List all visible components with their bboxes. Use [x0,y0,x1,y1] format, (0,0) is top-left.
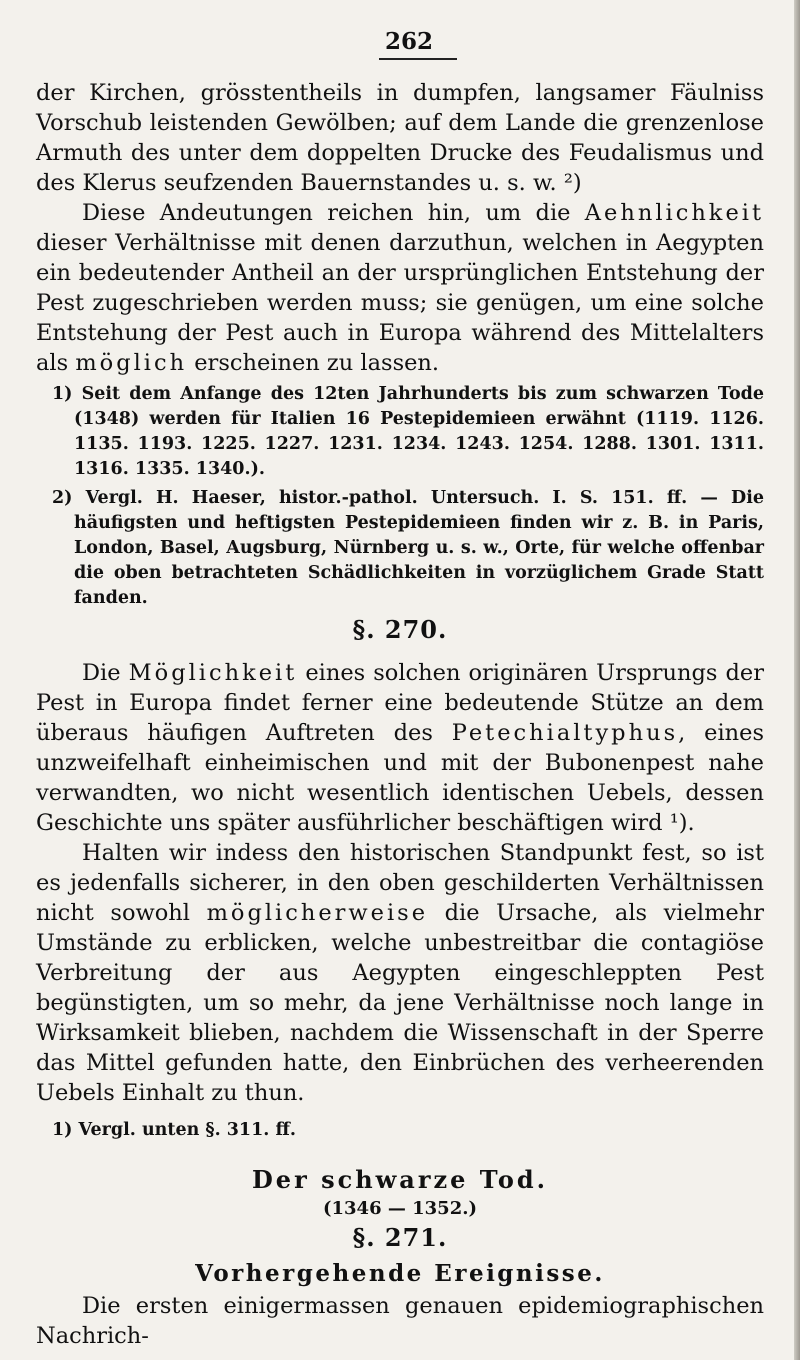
page-edge-shadow [794,0,800,1360]
footnote-1: 1) Seit dem Anfange des 12ten Jahrhunderts bis zum schwarzen Tode (1348) werden für Italien 16 Pestepidemieen erwähnt (1119. 1126. 1135. 1193. 1225. 1227. 1231. 1234. 1243. 1254. 1288. 1301. 1311. 1316. 1335. 1340.). [52,384,764,479]
section-number-271: §. 271. [352,1223,448,1252]
text-run: erscheinen zu lassen. [187,350,440,376]
emphasis-moeglich: möglich [75,350,188,376]
paragraph-petechialtyphus [36,658,764,838]
page-number: 262 [384,28,433,55]
footnotes-block [36,382,764,611]
emphasis-moeglichkeit: Möglichkeit [128,660,298,686]
emphasis-petechialtyphus: Petechialtyphus [451,720,679,746]
text-run: , eines unzweifelhaft einheimischen und mit der Bubonenpest nahe verwandten, wo nicht wesentlich identischen Uebels, dessen Geschichte uns später ausführlicher beschäftigen wird ¹). [36,720,764,836]
paragraph-final: Die ersten einigermassen genauen epidemiographischen Nachrich- [36,1293,764,1349]
text-run: die Ursache, als vielmehr Umstände zu erblicken, welche unbestreitbar die contagiöse Verbreitung der aus Aegypten eingeschleppten Pest begünstigten, um so mehr, da jene Verhältnisse noch lange in Wirksamkeit blieben, nachdem die Wissenschaft in der Sperre das Mittel gefunden hatte, den Einbrüchen des verheerenden Uebels Einhalt zu thun. [36,900,764,1106]
page-number-rule [379,58,457,60]
paragraph-standpunkt [36,838,764,1108]
footnote-2: 2) Vergl. H. Haeser, histor.-pathol. Untersuch. I. S. 151. ff. — Die häufigsten und heftigsten Pestepidemieen finden wir z. B. in Paris, London, Basel, Augsburg, Nürnberg u. s. w., Orte, für welche offenbar die oben betrachteten Schädlichkeiten in vorzüglichem Grade Statt fanden. [52,488,764,608]
paragraph-aehnlichkeit [36,198,764,378]
text-run: Halten wir indess den historischen Standpunkt fest, so ist es jedenfalls sicherer, in den oben geschilderten Verhältnissen nicht sowohl [36,840,764,926]
chapter-heading: Der schwarze Tod. [251,1165,548,1194]
section-number-270: §. 270. [352,615,448,644]
footnote-section-270: 1) Vergl. unten §. 311. ff. [52,1120,296,1140]
emphasis-moeglicherweise: möglicherweise [206,900,429,926]
paragraph-continuation: der Kirchen, grösstentheils in dumpfen, langsamer Fäulniss Vorschub leistenden Gewölben; auf dem Lande die grenzenlose Armuth des unter dem doppelten Drucke des Feudalismus und des Klerus seufzenden Bauernstandes u. s. w. ²) [36,80,764,196]
emphasis-aehnlichkeit: Aehnlichkeit [584,200,764,226]
text-run: Diese Andeutungen reichen hin, um die [82,200,585,226]
section-subheading: Vorhergehende Ereignisse. [195,1260,605,1287]
chapter-date-range: (1346 — 1352.) [322,1198,478,1219]
text-run: dieser Verhältnisse mit denen darzuthun, welchen in Aegypten ein bedeutender Antheil an der ursprünglichen Entstehung der Pest zugeschrieben werden muss; sie genügen, um eine solche Entstehung der Pest auch in Europa während des Mittelalters als [36,230,764,376]
text-run: Die [82,660,129,686]
text-run: eines solchen originären Ursprungs der Pest in Europa findet ferner eine bedeutende Stütze an dem überaus häufigen Auftreten des [36,660,764,746]
